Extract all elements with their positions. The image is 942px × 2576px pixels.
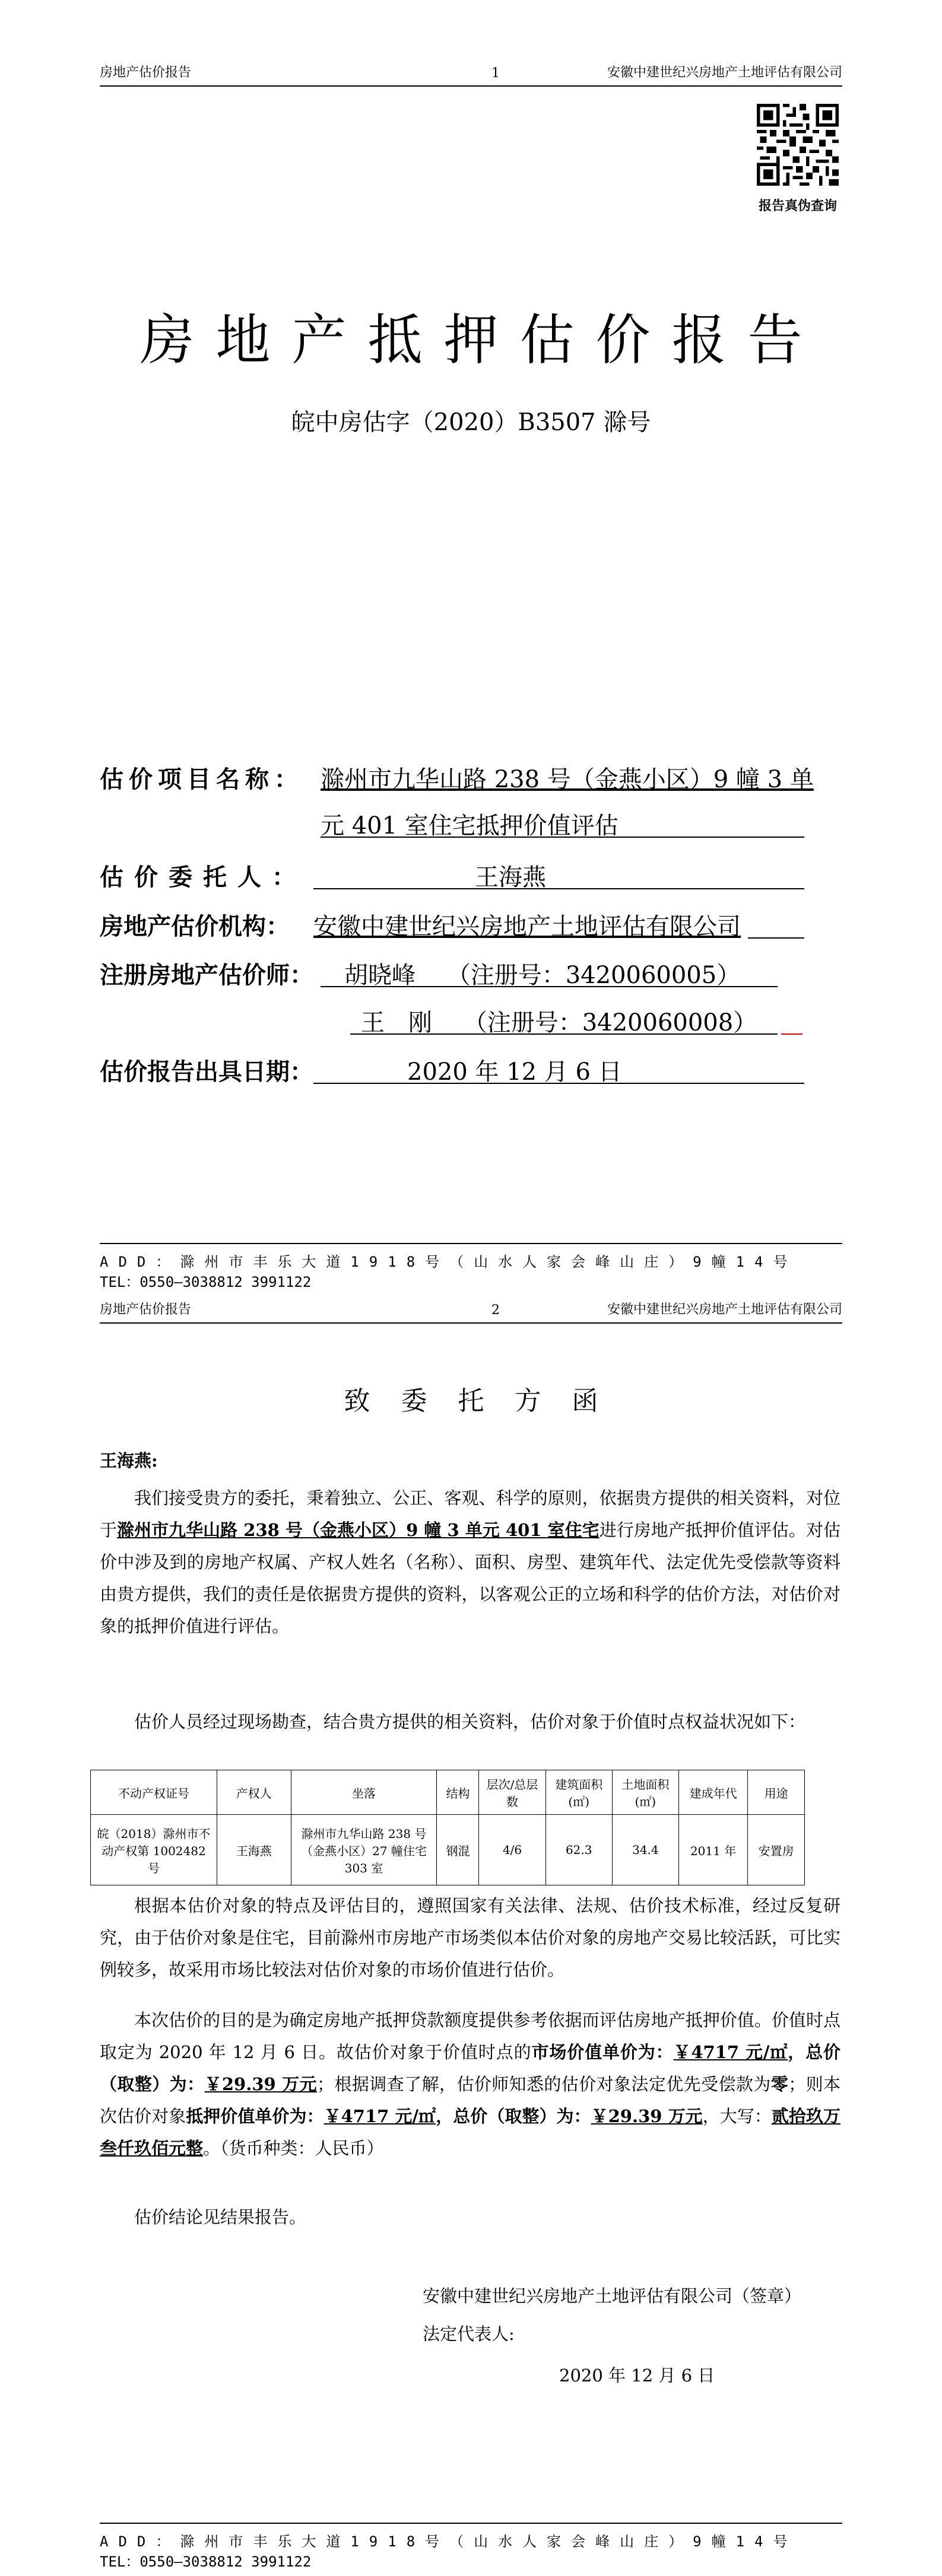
footer-tel-2: TEL：0550—3038812 3991122 bbox=[100, 2553, 312, 2570]
appraiser-1-underline bbox=[321, 986, 778, 987]
paragraph-3: 根据本估价对象的特点及评估目的，遵照国家有关法律、法规、估价技术标准，经过反复研究，由于估价对象是住宅，目前滁州市房地产市场类似本估价对象的房地产交易比较活跃，可比实例较多，故采用市场比较法对估价对象的市场价值进行估价。 bbox=[100, 1896, 840, 1980]
table-row bbox=[91, 1815, 805, 1885]
header-company-2: 安徽中建世纪兴房地产土地评估有限公司 bbox=[607, 1302, 842, 1317]
table-header-row bbox=[91, 1770, 805, 1815]
table-cell: 安置房 bbox=[748, 1815, 805, 1885]
running-header bbox=[100, 59, 842, 87]
p4-text-h: ；则本次估价对象 bbox=[100, 2074, 840, 2126]
page-title: 房地产抵押估价报告 bbox=[139, 309, 824, 372]
qr-label: 报告真伪查询 bbox=[758, 198, 837, 214]
footer-tel: TEL：0550—3038812 3991122 bbox=[100, 1274, 312, 1290]
p4-mortgage-total: ￥29.39 万元 bbox=[591, 2106, 703, 2126]
letter-salutation: 王海燕: bbox=[100, 1451, 158, 1471]
table-header: 建筑面积(㎡) bbox=[545, 1770, 612, 1815]
project-value-line2: 元 401 室住宅抵押价值评估 bbox=[321, 812, 619, 839]
table-cell: 34.4 bbox=[612, 1815, 678, 1885]
header-page-number-2: 2 bbox=[491, 1303, 500, 1318]
table-cell: 王海燕 bbox=[217, 1815, 291, 1885]
p4-amount-in-words: 贰拾玖万叁仟玖佰元整 bbox=[100, 2106, 840, 2158]
paragraph-4 bbox=[100, 2004, 840, 2164]
date-underline bbox=[313, 1083, 804, 1084]
p1-text-c: 进行房地产抵押价值评估。对估价中涉及到的房地产权属、产权人姓名（名称）、面积、房型、建筑年代、法定优先受偿款等资料由贵方提供，我们的责任是依据贵方提供的资料，以客观公正的立场和科学的估价方法，对估价对象的抵押价值进行评估。 bbox=[100, 1520, 840, 1636]
agency-underline bbox=[748, 937, 804, 939]
appraiser-1: 胡晓峰 （注册号：3420060005） bbox=[344, 962, 741, 989]
qr-code-icon[interactable] bbox=[757, 104, 839, 186]
signature-representative: 法定代表人: bbox=[423, 2324, 515, 2344]
paragraph-1 bbox=[100, 1482, 840, 1642]
p4-priority-amount: 零 bbox=[770, 2074, 789, 2094]
property-table bbox=[90, 1770, 805, 1885]
appraiser-label: 注册房地产估价师： bbox=[100, 961, 313, 989]
letter-title: 致委托方函 bbox=[344, 1386, 629, 1416]
header-company: 安徽中建世纪兴房地产土地评估有限公司 bbox=[607, 65, 842, 80]
p4-total-label: ，总价（取整）为： bbox=[100, 2042, 840, 2094]
table-header: 结构 bbox=[437, 1770, 479, 1815]
table-header: 不动产权证号 bbox=[91, 1770, 217, 1815]
date-label: 估价报告出具日期： bbox=[100, 1058, 313, 1086]
table-cell: 钢混 bbox=[437, 1815, 479, 1885]
table-header: 土地面积(㎡) bbox=[612, 1770, 678, 1815]
paragraph-2: 估价人员经过现场勘查，结合贵方提供的相关资料，估价对象于价值时点权益状况如下： bbox=[134, 1712, 806, 1732]
p1-property-address: 滁州市九华山路 238 号（金燕小区）9 幢 3 单元 401 室住宅 bbox=[117, 1520, 600, 1540]
agency-label: 房地产估价机构： bbox=[100, 912, 290, 940]
appraiser-2-underline bbox=[350, 1033, 778, 1035]
p4-market-label: 市场价值单价为： bbox=[531, 2042, 674, 2062]
red-mark bbox=[781, 1033, 803, 1035]
footer-address-2: ADD：滁州市丰乐大道1918号（山水人家会峰山庄）9幢14号 bbox=[100, 2533, 798, 2550]
client-underline bbox=[313, 888, 804, 889]
header-page-number: 1 bbox=[491, 66, 500, 81]
table-cell: 皖（2018）滁州市不动产权第 1002482 号 bbox=[91, 1815, 217, 1885]
table-header: 坐落 bbox=[291, 1770, 437, 1815]
p4-total-label-2: ，总价（取整）为： bbox=[436, 2106, 591, 2126]
agency-value: 安徽中建世纪兴房地产土地评估有限公司 bbox=[313, 913, 741, 940]
p4-text-o: 。（货币种类：人民币） bbox=[203, 2138, 384, 2158]
header-report-type-2: 房地产估价报告 bbox=[100, 1302, 192, 1317]
footer-address: ADD：滁州市丰乐大道1918号（山水人家会峰山庄）9幢14号 bbox=[100, 1254, 798, 1270]
p4-text-m: ，大写： bbox=[702, 2106, 772, 2126]
header-report-type: 房地产估价报告 bbox=[100, 65, 192, 80]
p1-text-a: 我们接受贵方的委托，秉着独立、公正、客观、科学的原则，依据贵方提供的相关资料，对位于 bbox=[100, 1488, 840, 1540]
project-label: 估价项目名称： bbox=[100, 765, 303, 793]
p4-market-unit-price: ￥4717 元/㎡ bbox=[673, 2042, 788, 2062]
table-cell: 62.3 bbox=[545, 1815, 612, 1885]
running-header-2 bbox=[100, 1296, 842, 1324]
project-underline bbox=[321, 837, 804, 838]
table-cell: 4/6 bbox=[479, 1815, 545, 1885]
table-header: 层次/总层数 bbox=[479, 1770, 545, 1815]
table-header: 产权人 bbox=[217, 1770, 291, 1815]
p4-text-a: 本次估价的目的是为确定房地产抵押贷款额度提供参考依据而评估房地产抵押价值。价值时点取定为 2020 年 12 月 6 日。故估价对象于价值时点的 bbox=[100, 2010, 840, 2062]
p4-market-total: ￥29.39 万元 bbox=[204, 2074, 318, 2094]
p4-mortgage-unit-price: ￥4717 元/㎡ bbox=[323, 2106, 436, 2126]
table-header: 建成年代 bbox=[678, 1770, 747, 1815]
p4-text-f: ；根据调查了解，估价师知悉的估价对象法定优先受偿款为 bbox=[317, 2074, 771, 2094]
client-value: 王海燕 bbox=[475, 864, 546, 891]
table-cell: 滁州市九华山路 238 号（金燕小区）27 幢住宅 303 室 bbox=[291, 1815, 437, 1885]
table-header: 用途 bbox=[748, 1770, 805, 1815]
report-number: 皖中房估字（2020）B3507 滁号 bbox=[291, 409, 651, 436]
project-value-line1: 滁州市九华山路 238 号（金燕小区）9 幢 3 单 bbox=[321, 766, 814, 793]
table-cell: 2011 年 bbox=[678, 1815, 747, 1885]
p4-mortgage-label: 抵押价值单价为： bbox=[186, 2106, 324, 2126]
signature-date: 2020 年 12 月 6 日 bbox=[559, 2365, 715, 2386]
signature-company: 安徽中建世纪兴房地产土地评估有限公司（签章） bbox=[423, 2286, 802, 2306]
date-value: 2020 年 12 月 6 日 bbox=[407, 1058, 622, 1086]
client-label: 估价委托人： bbox=[100, 863, 306, 891]
paragraph-5: 估价结论见结果报告。 bbox=[134, 2207, 307, 2227]
appraiser-2: 王 刚 （注册号：3420060008） bbox=[361, 1009, 757, 1036]
